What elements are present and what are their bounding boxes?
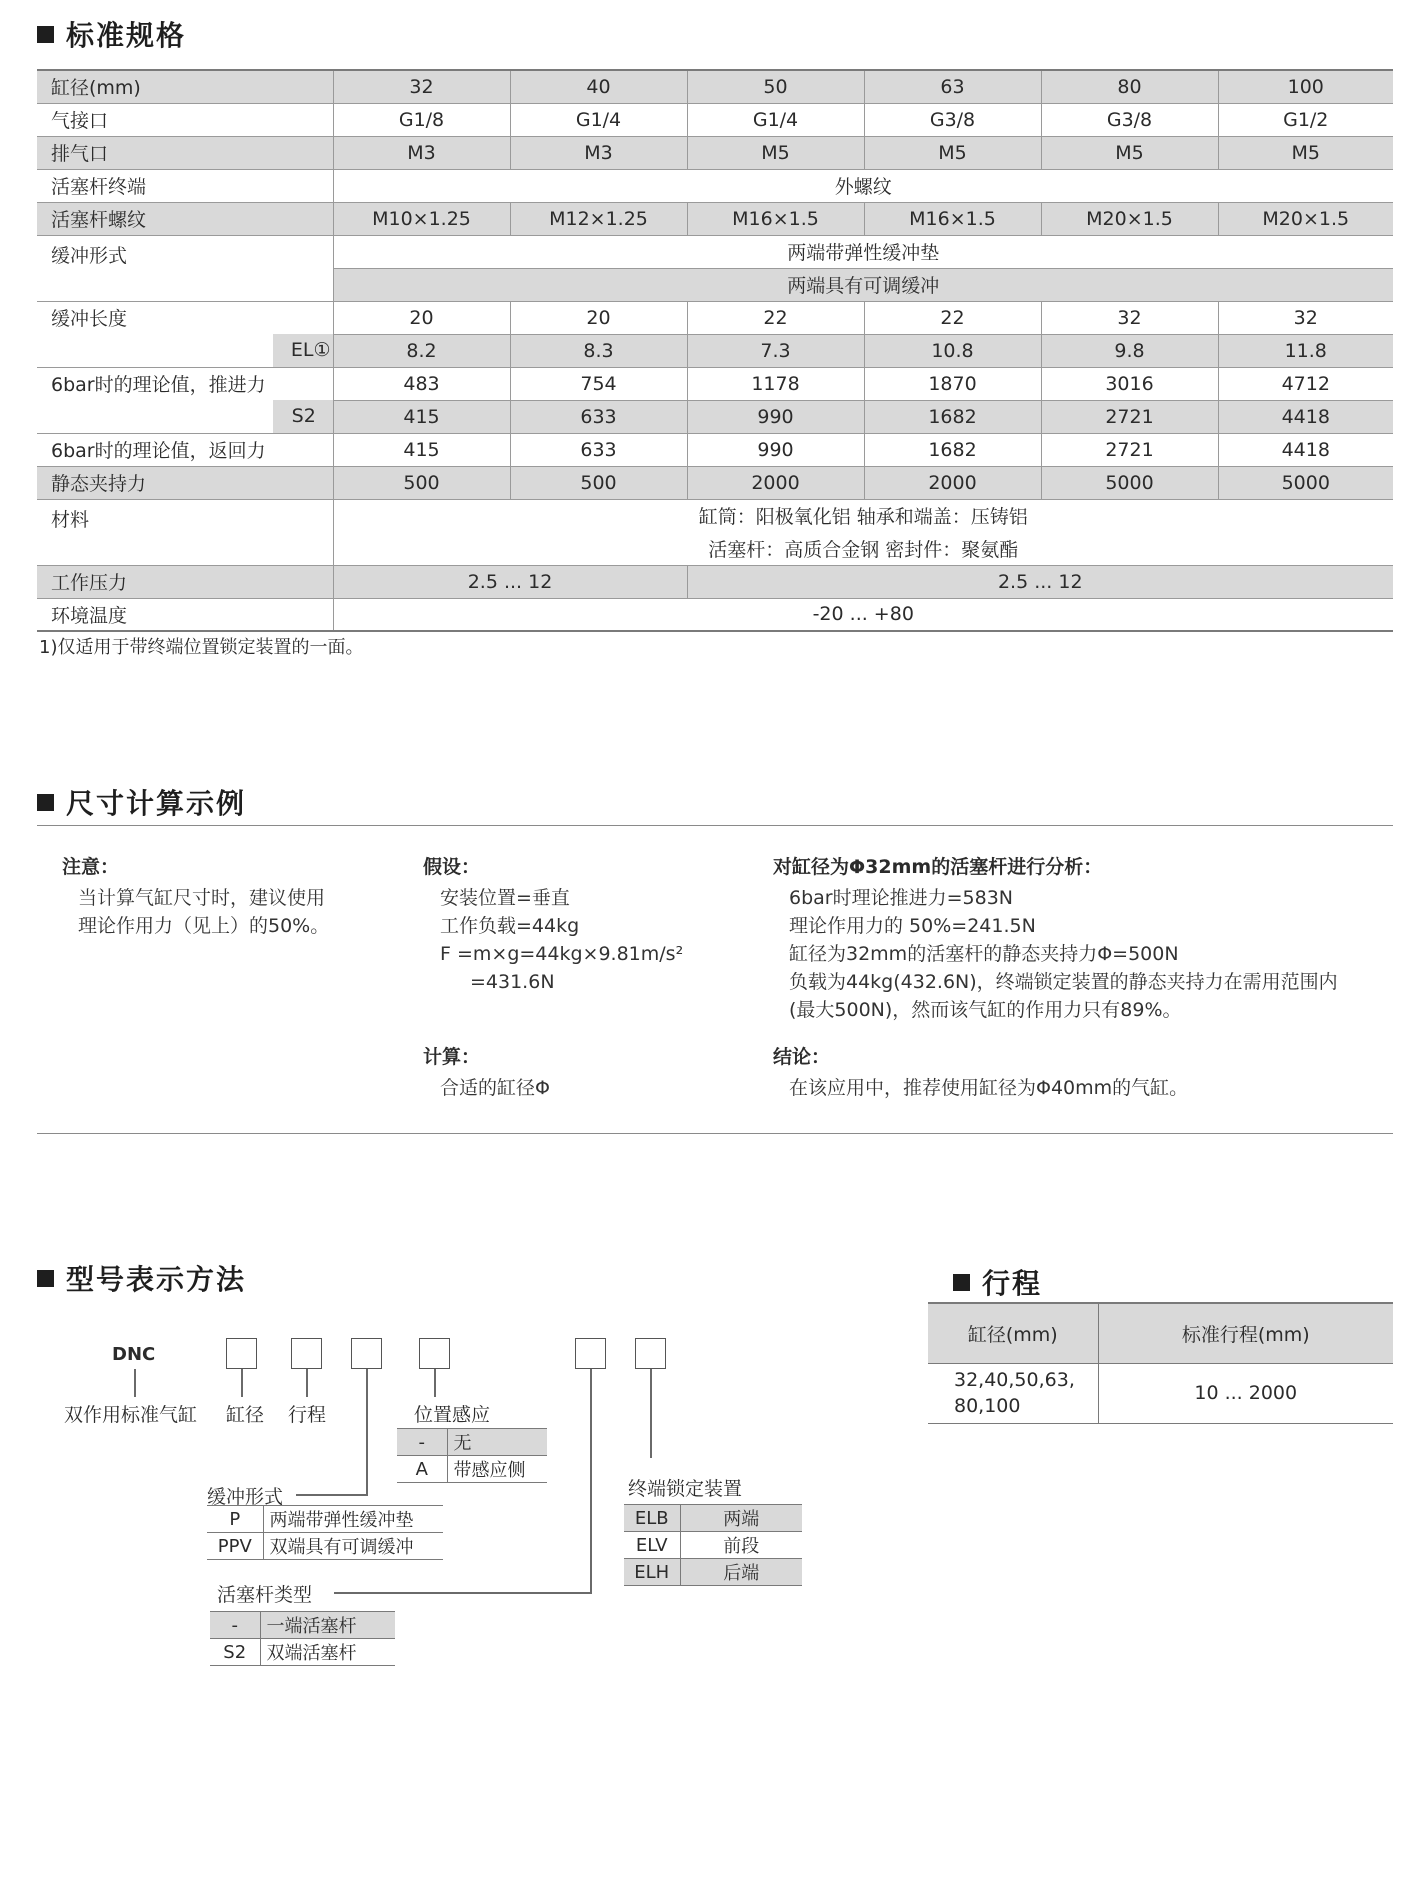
bore-label: 缸径 bbox=[226, 1404, 265, 1426]
conclusion-heading: 结论： bbox=[773, 1046, 831, 1068]
table-row: A 带感应侧 bbox=[397, 1456, 547, 1483]
cushion-options-table bbox=[207, 1505, 443, 1560]
table-row: P 两端带弹性缓冲垫 bbox=[207, 1506, 443, 1533]
spec-footnote: 1)仅适用于带终端位置锁定装置的一面。 bbox=[39, 637, 364, 658]
compute-text: 合适的缸径Φ bbox=[440, 1077, 550, 1099]
dnc-label: 双作用标准气缸 bbox=[64, 1404, 198, 1426]
rod-options-table bbox=[210, 1611, 395, 1666]
table-row: 工作压力 2.5 ... 12 2.5 ... 12 bbox=[37, 565, 1393, 598]
connector-line bbox=[366, 1369, 368, 1494]
spec-section-title: 标准规格 bbox=[37, 14, 186, 54]
code-box-sensing bbox=[419, 1338, 450, 1369]
lock-label: 终端锁定装置 bbox=[628, 1478, 743, 1500]
code-box-bore bbox=[226, 1338, 257, 1369]
table-row: ELV 前段 bbox=[624, 1532, 802, 1559]
table-row: 活塞杆终端 外螺纹 bbox=[37, 169, 1393, 202]
square-bullet-icon bbox=[37, 1270, 54, 1287]
table-row: 缓冲形式 两端带弹性缓冲垫 bbox=[37, 235, 1393, 268]
table-row: 活塞杆：高质合金钢 密封件：聚氨酯 bbox=[37, 532, 1393, 565]
compute-heading: 计算： bbox=[423, 1046, 481, 1068]
stroke-label: 行程 bbox=[288, 1404, 327, 1426]
table-row: 6bar时的理论值，返回力 415 633 990 1682 2721 4418 bbox=[37, 433, 1393, 466]
square-bullet-icon bbox=[37, 794, 54, 811]
table-row: S2 415 633 990 1682 2721 4418 bbox=[37, 400, 1393, 433]
table-row: ELB 两端 bbox=[624, 1505, 802, 1532]
sensing-options-table bbox=[397, 1428, 547, 1483]
table-row: 排气口 M3 M3 M5 M5 M5 M5 bbox=[37, 136, 1393, 169]
cushion-label: 缓冲形式 bbox=[207, 1486, 284, 1508]
rod-label: 活塞杆类型 bbox=[217, 1584, 313, 1606]
table-row: - 无 bbox=[397, 1429, 547, 1456]
stroke-section-title: 行程 bbox=[953, 1262, 1042, 1302]
square-bullet-icon bbox=[37, 26, 54, 43]
table-row: 6bar时的理论值，推进力 483 754 1178 1870 3016 4712 bbox=[37, 367, 1393, 400]
table-row: 缓冲长度 20 20 22 22 32 32 bbox=[37, 301, 1393, 334]
table-header-row: 缸径(mm) 标准行程(mm) bbox=[928, 1303, 1393, 1363]
assume-text: 安装位置=垂直 工作负载=44kg F =m×g=44kg×9.81m/s² =431.6N bbox=[440, 887, 684, 993]
table-row: 气接口 G1/8 G1/4 G1/4 G3/8 G3/8 G1/2 bbox=[37, 103, 1393, 136]
model-section-title: 型号表示方法 bbox=[37, 1258, 246, 1298]
table-row: EL① 8.2 8.3 7.3 10.8 9.8 11.8 bbox=[37, 334, 1393, 367]
spec-table bbox=[37, 69, 1393, 632]
connector-line bbox=[590, 1369, 592, 1593]
lock-options-table bbox=[624, 1504, 802, 1586]
table-row: 32,40,50,63, 80,100 10 ... 2000 bbox=[928, 1363, 1393, 1423]
table-row: 缸径(mm) 32 40 50 63 80 100 bbox=[37, 70, 1393, 103]
table-row: 活塞杆螺纹 M10×1.25 M12×1.25 M16×1.5 M16×1.5 M20×1.5 M20×1.5 bbox=[37, 202, 1393, 235]
connector-line bbox=[334, 1592, 592, 1594]
table-row: 静态夹持力 500 500 2000 2000 5000 5000 bbox=[37, 466, 1393, 499]
stroke-table bbox=[928, 1302, 1393, 1424]
conclusion-text: 在该应用中，推荐使用缸径为Φ40mm的气缸。 bbox=[789, 1077, 1189, 1099]
analysis-text: 6bar时理论推进力=583N 理论作用力的 50%=241.5N 缸径为32mm的活塞杆的静态夹持力Φ=500N 负载为44kg(432.6N)，终端锁定装置的静态夹持力在需用范围内 (最大500N)，然而该气缸的作用力只有89%。 bbox=[789, 887, 1338, 1021]
calc-section-title: 尺寸计算示例 bbox=[37, 782, 246, 822]
table-row: - 一端活塞杆 bbox=[210, 1612, 395, 1639]
code-box-stroke bbox=[291, 1338, 322, 1369]
table-row: 环境温度 -20 ... +80 bbox=[37, 598, 1393, 631]
table-row: ELH 后端 bbox=[624, 1559, 802, 1586]
divider bbox=[37, 1133, 1393, 1134]
table-row: PPV 双端具有可调缓冲 bbox=[207, 1533, 443, 1560]
note-heading: 注意： bbox=[62, 856, 120, 878]
connector-line bbox=[434, 1369, 436, 1397]
connector-line bbox=[241, 1369, 243, 1397]
table-row: S2 双端活塞杆 bbox=[210, 1639, 395, 1666]
table-row: 两端具有可调缓冲 bbox=[37, 268, 1393, 301]
assume-heading: 假设： bbox=[423, 856, 481, 878]
note-text: 当计算气缸尺寸时，建议使用 理论作用力（见上）的50%。 bbox=[78, 887, 330, 937]
code-box-cushion bbox=[351, 1338, 382, 1369]
square-bullet-icon bbox=[953, 1274, 970, 1291]
table-row: 材料 缸筒：阳极氧化铝 轴承和端盖：压铸铝 bbox=[37, 499, 1393, 532]
connector-line bbox=[650, 1369, 652, 1458]
divider bbox=[37, 825, 1393, 826]
connector-line bbox=[134, 1369, 136, 1397]
sensing-label: 位置感应 bbox=[414, 1404, 491, 1426]
connector-line bbox=[296, 1494, 368, 1496]
code-box-rod bbox=[575, 1338, 606, 1369]
dnc-code: DNC bbox=[112, 1344, 156, 1365]
analysis-heading: 对缸径为Φ32mm的活塞杆进行分析： bbox=[773, 856, 1103, 878]
code-box-lock bbox=[635, 1338, 666, 1369]
connector-line bbox=[306, 1369, 308, 1397]
